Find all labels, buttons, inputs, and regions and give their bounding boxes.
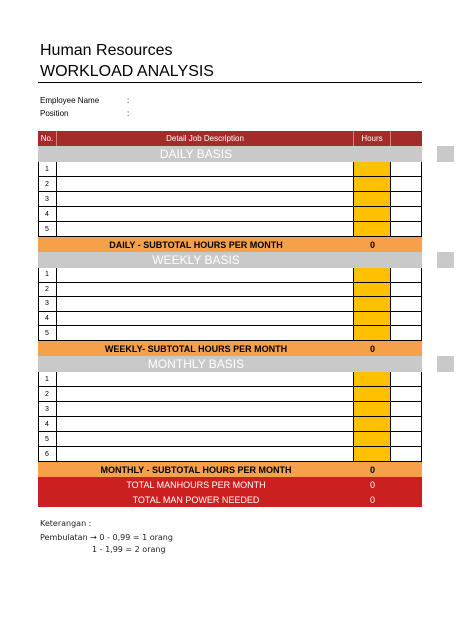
- table-row: [38, 297, 422, 312]
- row-number: 6: [38, 447, 57, 462]
- row-number: 3: [38, 402, 57, 417]
- extra-cell[interactable]: [391, 162, 422, 177]
- table-row: [38, 177, 422, 192]
- position-colon: :: [127, 109, 130, 118]
- hours-cell[interactable]: [354, 326, 391, 341]
- row-number: 2: [38, 283, 57, 298]
- extra-cell[interactable]: [391, 177, 422, 192]
- hours-cell[interactable]: [354, 387, 391, 402]
- hours-cell[interactable]: [354, 372, 391, 387]
- table-row: [38, 432, 422, 447]
- total-manhours-label: TOTAL MANHOURS PER MONTH: [126, 479, 266, 490]
- job-description-cell[interactable]: [57, 387, 354, 402]
- monthly-subtotal-label: MONTHLY - SUBTOTAL HOURS PER MONTH: [100, 464, 292, 475]
- position-label: Position: [40, 109, 69, 118]
- job-description-cell[interactable]: [57, 372, 354, 387]
- hours-cell[interactable]: [354, 447, 391, 462]
- job-description-cell[interactable]: [57, 402, 354, 417]
- hours-cell[interactable]: [354, 417, 391, 432]
- row-number: 3: [38, 297, 57, 312]
- row-number: 5: [38, 326, 57, 341]
- daily-section-header: [38, 146, 422, 162]
- extra-cell[interactable]: [391, 432, 422, 447]
- job-description-cell[interactable]: [57, 417, 354, 432]
- hours-cell[interactable]: [354, 297, 391, 312]
- table-row: [38, 417, 422, 432]
- employee-name-field: [40, 96, 130, 105]
- section-extension: [437, 356, 454, 372]
- row-number: 2: [38, 387, 57, 402]
- table-row: [38, 207, 422, 222]
- row-number: 4: [38, 312, 57, 327]
- extra-cell[interactable]: [391, 192, 422, 207]
- total-manhours-value: 0: [369, 479, 375, 490]
- doc-title-line1: Human Resources: [40, 42, 173, 59]
- employee-name-label: Employee Name: [40, 96, 100, 105]
- header-hours: Hours: [354, 131, 391, 146]
- daily-subtotal-row: [38, 237, 422, 252]
- job-description-cell[interactable]: [57, 326, 354, 341]
- extra-cell[interactable]: [391, 297, 422, 312]
- weekly-subtotal-value: 0: [369, 343, 375, 354]
- table-header-row: [38, 131, 422, 146]
- doc-title-line2: WORKLOAD ANALYSIS: [40, 63, 214, 80]
- extra-cell[interactable]: [391, 417, 422, 432]
- notes-rounding-line2: 1 - 1,99 = 2 orang: [92, 545, 166, 554]
- extra-cell[interactable]: [391, 387, 422, 402]
- hours-cell[interactable]: [354, 192, 391, 207]
- job-description-cell[interactable]: [57, 222, 354, 237]
- weekly-subtotal-label: WEEKLY- SUBTOTAL HOURS PER MONTH: [104, 343, 288, 354]
- job-description-cell[interactable]: [57, 283, 354, 298]
- monthly-section-title: MONTHLY BASIS: [147, 357, 245, 371]
- job-description-cell[interactable]: [57, 192, 354, 207]
- header-description: Detail Job Description: [57, 131, 354, 146]
- header-blank: [391, 131, 422, 146]
- table-row: [38, 162, 422, 177]
- table-row: [38, 192, 422, 207]
- section-extension: [437, 146, 454, 162]
- hours-cell[interactable]: [354, 268, 391, 283]
- daily-subtotal-label: DAILY - SUBTOTAL HOURS PER MONTH: [109, 239, 283, 250]
- title-rule: [38, 82, 422, 83]
- weekly-subtotal-row: [38, 341, 422, 356]
- monthly-section-header: [38, 356, 422, 372]
- extra-cell[interactable]: [391, 222, 422, 237]
- total-manpower-label: TOTAL MAN POWER NEEDED: [132, 494, 260, 505]
- table-row: [38, 372, 422, 387]
- table-row: [38, 283, 422, 298]
- section-extension: [437, 252, 454, 268]
- row-number: 2: [38, 177, 57, 192]
- total-manpower-value: 0: [369, 494, 375, 505]
- row-number: 1: [38, 268, 57, 283]
- job-description-cell[interactable]: [57, 432, 354, 447]
- weekly-section-header: [38, 252, 422, 268]
- monthly-subtotal-value: 0: [369, 464, 375, 475]
- extra-cell[interactable]: [391, 312, 422, 327]
- notes-rounding-line1: Pembulatan → 0 - 0,99 = 1 orang: [40, 533, 173, 542]
- job-description-cell[interactable]: [57, 177, 354, 192]
- hours-cell[interactable]: [354, 312, 391, 327]
- hours-cell[interactable]: [354, 432, 391, 447]
- monthly-subtotal-row: [38, 462, 422, 477]
- total-manhours-row: [38, 477, 422, 492]
- daily-section-title: DAILY BASIS: [159, 147, 233, 161]
- table-row: [38, 268, 422, 283]
- notes-title: Keterangan :: [40, 519, 92, 528]
- row-number: 5: [38, 222, 57, 237]
- hours-cell[interactable]: [354, 402, 391, 417]
- table-row: [38, 447, 422, 462]
- row-number: 1: [38, 162, 57, 177]
- hours-cell[interactable]: [354, 283, 391, 298]
- job-description-cell[interactable]: [57, 207, 354, 222]
- table-row: [38, 402, 422, 417]
- row-number: 5: [38, 432, 57, 447]
- job-description-cell[interactable]: [57, 268, 354, 283]
- extra-cell[interactable]: [391, 372, 422, 387]
- table-row: [38, 326, 422, 341]
- hours-cell[interactable]: [354, 177, 391, 192]
- table-row: [38, 222, 422, 237]
- row-number: 4: [38, 207, 57, 222]
- extra-cell[interactable]: [391, 268, 422, 283]
- employee-name-colon: :: [127, 96, 130, 105]
- extra-cell[interactable]: [391, 207, 422, 222]
- daily-subtotal-value: 0: [369, 239, 375, 250]
- row-number: 1: [38, 372, 57, 387]
- row-number: 4: [38, 417, 57, 432]
- table-row: [38, 387, 422, 402]
- row-number: 3: [38, 192, 57, 207]
- hours-cell[interactable]: [354, 222, 391, 237]
- hours-cell[interactable]: [354, 207, 391, 222]
- weekly-section-title: WEEKLY BASIS: [152, 253, 240, 267]
- header-no: No.: [38, 131, 57, 146]
- job-description-cell[interactable]: [57, 447, 354, 462]
- extra-cell[interactable]: [391, 326, 422, 341]
- job-description-cell[interactable]: [57, 312, 354, 327]
- extra-cell[interactable]: [391, 402, 422, 417]
- position-field: [40, 109, 130, 118]
- hours-cell[interactable]: [354, 162, 391, 177]
- job-description-cell[interactable]: [57, 162, 354, 177]
- total-manpower-row: [38, 492, 422, 507]
- table-row: [38, 312, 422, 327]
- extra-cell[interactable]: [391, 447, 422, 462]
- job-description-cell[interactable]: [57, 297, 354, 312]
- extra-cell[interactable]: [391, 283, 422, 298]
